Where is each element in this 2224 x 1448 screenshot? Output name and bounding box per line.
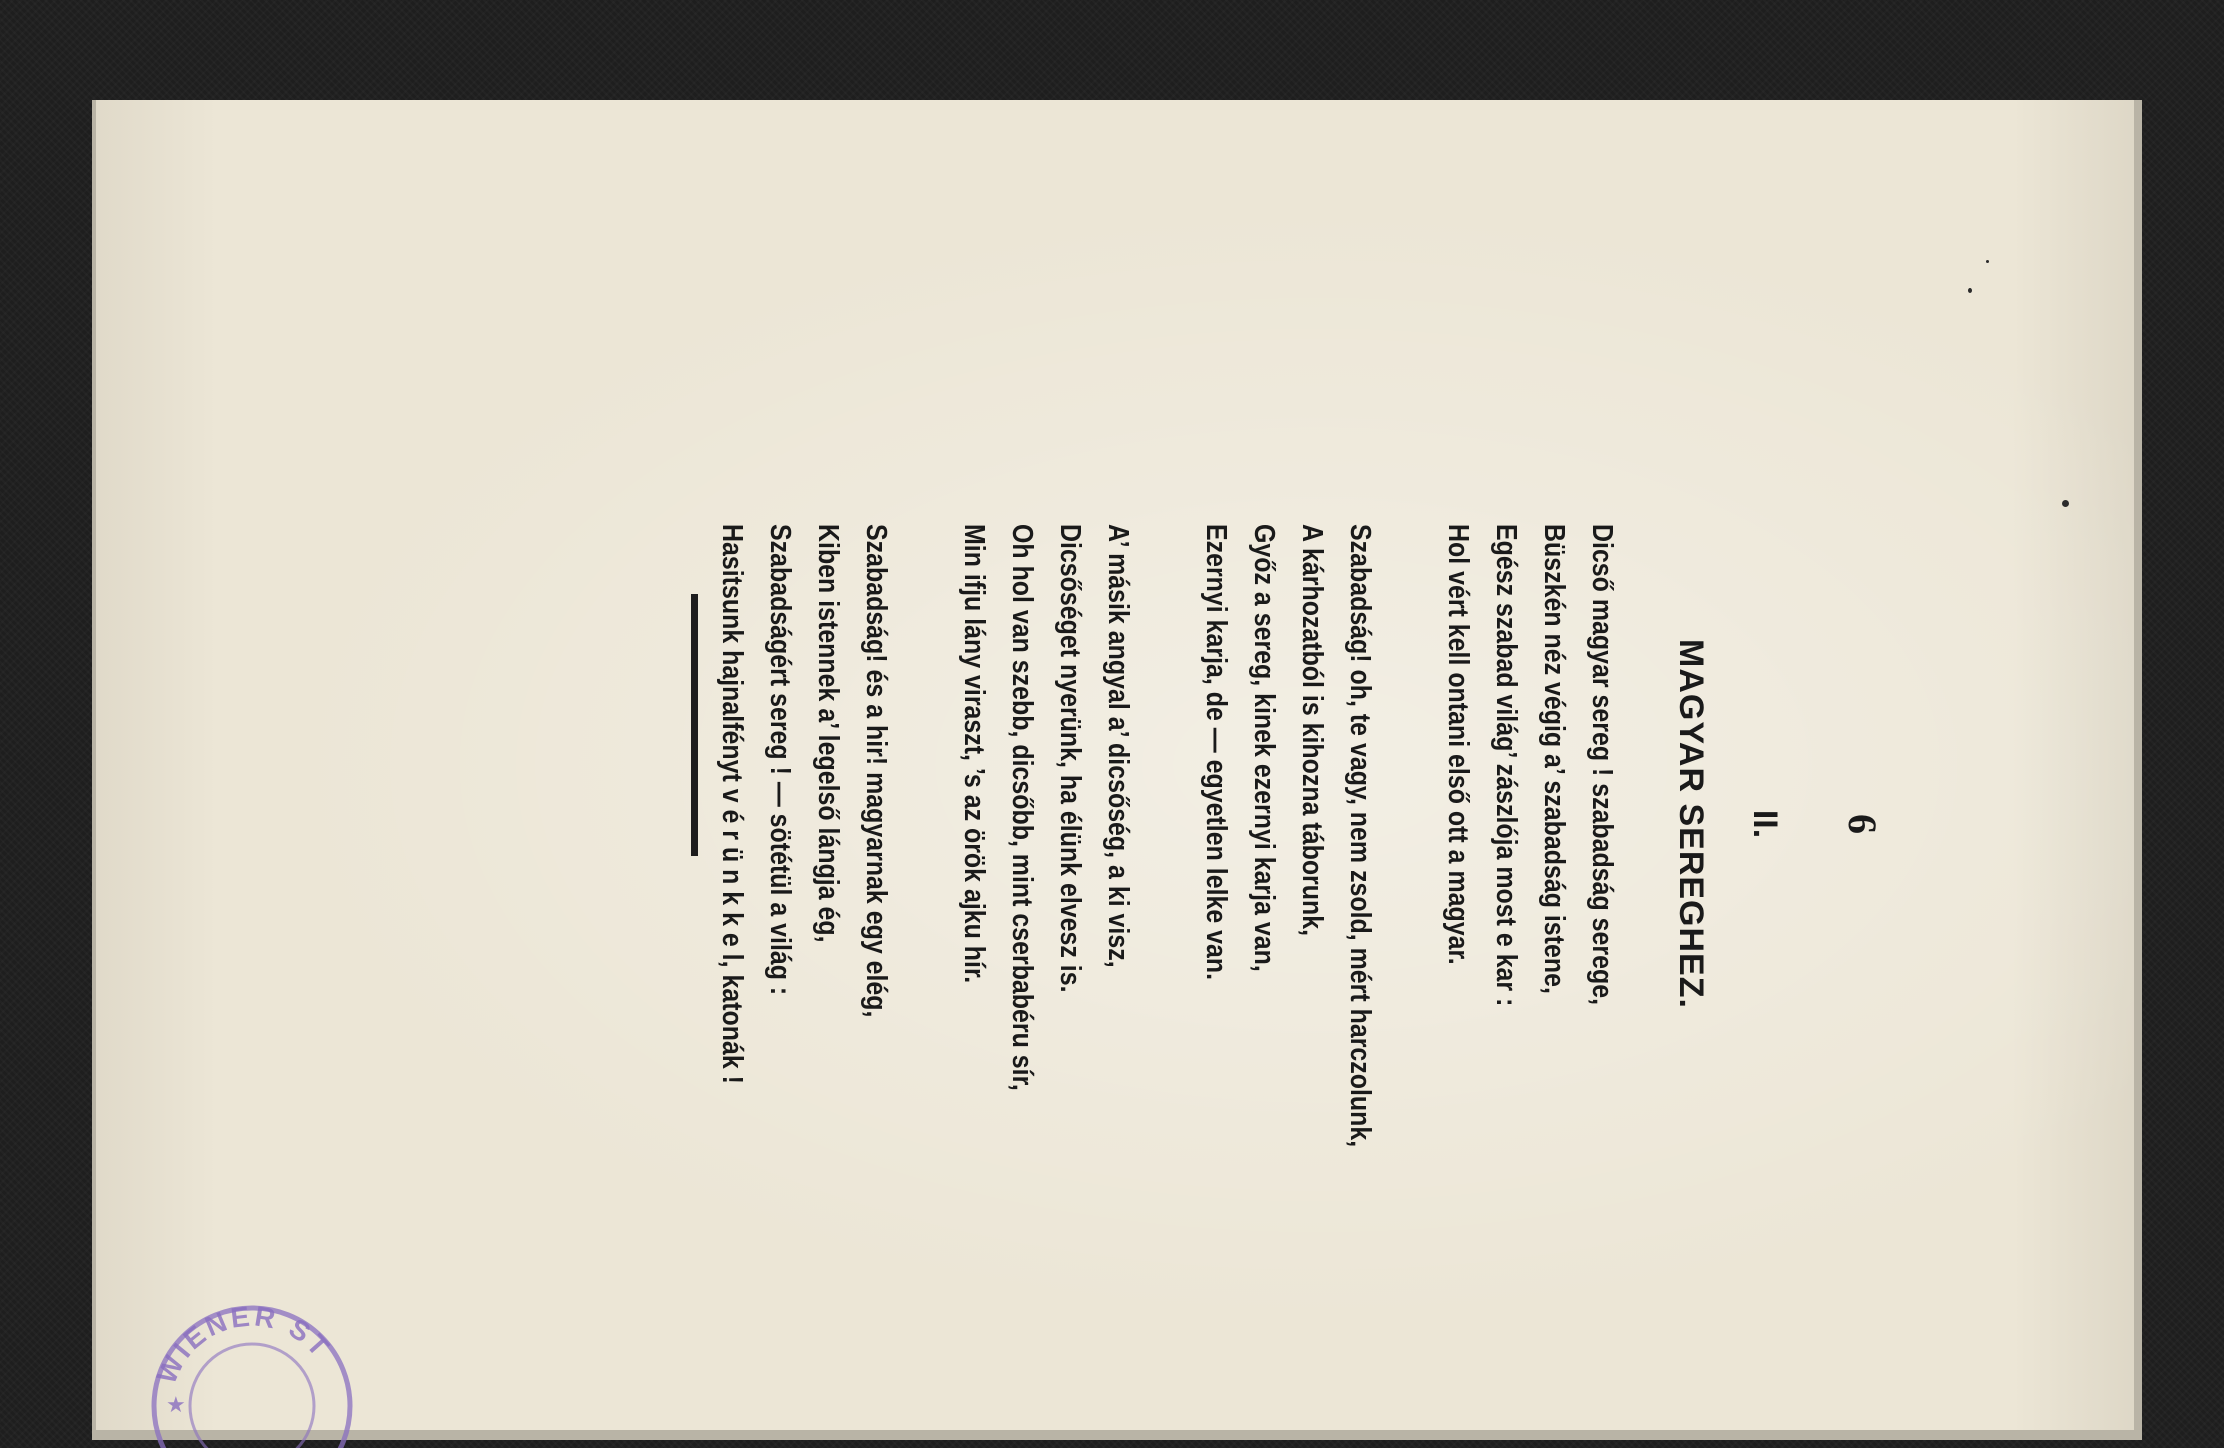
poem-body [658, 524, 1626, 1404]
library-stamp [142, 1296, 362, 1448]
stanza-1 [1434, 524, 1626, 1404]
poem-line: Hasitsunk hajnalfényt v é r ü n k k e l, katonák ! [716, 524, 748, 1084]
svg-text:★: ★ [166, 1393, 186, 1418]
poem-line: Győz a sereg, kinek ezernyi karja van, [1248, 524, 1280, 972]
poem-line: A’ másik angyal a’ dicsőség, a ki visz, [1102, 524, 1134, 968]
poem-line: Egész szabad világ’ zászlója most e kar : [1490, 524, 1522, 1007]
poem-line: A kárhozatból is kihozna táborunk, [1296, 524, 1328, 937]
document-page [96, 100, 2134, 1430]
rotated-text-block [506, 194, 1906, 1430]
poem-line: Dicső magyar sereg ! szabadság serege, [1586, 524, 1618, 1006]
stanza-3 [950, 524, 1142, 1404]
poem-line: Kiben istennek a’ legelső lángja ég, [812, 524, 844, 943]
section-number: II. [1746, 809, 1784, 839]
stanza-2 [1192, 524, 1384, 1404]
poem-line: Hol vért kell ontani első ott a magyar. [1442, 524, 1474, 965]
poem-line: Ezernyi karja, de — egyetlen lelke van. [1200, 524, 1232, 981]
stamp-seal-icon [142, 1296, 362, 1448]
closing-rule [691, 594, 698, 856]
poem-line: Dicsőséget nyerünk, ha élünk elvesz is. [1054, 524, 1086, 993]
poem-line: Büszkén néz végig a’ szabadság istene, [1538, 524, 1570, 994]
paper-speck [2062, 500, 2069, 507]
poem-line: Szabadság! oh, te vagy, nem zsold, mért harczolunk, [1344, 524, 1376, 1148]
stanza-4 [708, 524, 900, 1404]
poem-line: Szabadságért sereg ! — sötétül a világ : [764, 524, 796, 996]
paper-speck [1986, 260, 1989, 263]
page-number: 6 [1840, 814, 1885, 834]
paper-speck [1968, 288, 1972, 293]
poem-line: Oh hol van szebb, dicsőbb, mint cserbabéru sír, [1006, 524, 1038, 1091]
poem-title: MAGYAR SEREGHEZ. [1672, 639, 1710, 1009]
poem-line: Szabadság! és a hir! magyarnak egy elég, [860, 524, 892, 1018]
stamp-text: WIENER ST [150, 1300, 337, 1389]
poem-line: Min ifju lány viraszt, ’s az örök ajku hír. [958, 524, 990, 984]
